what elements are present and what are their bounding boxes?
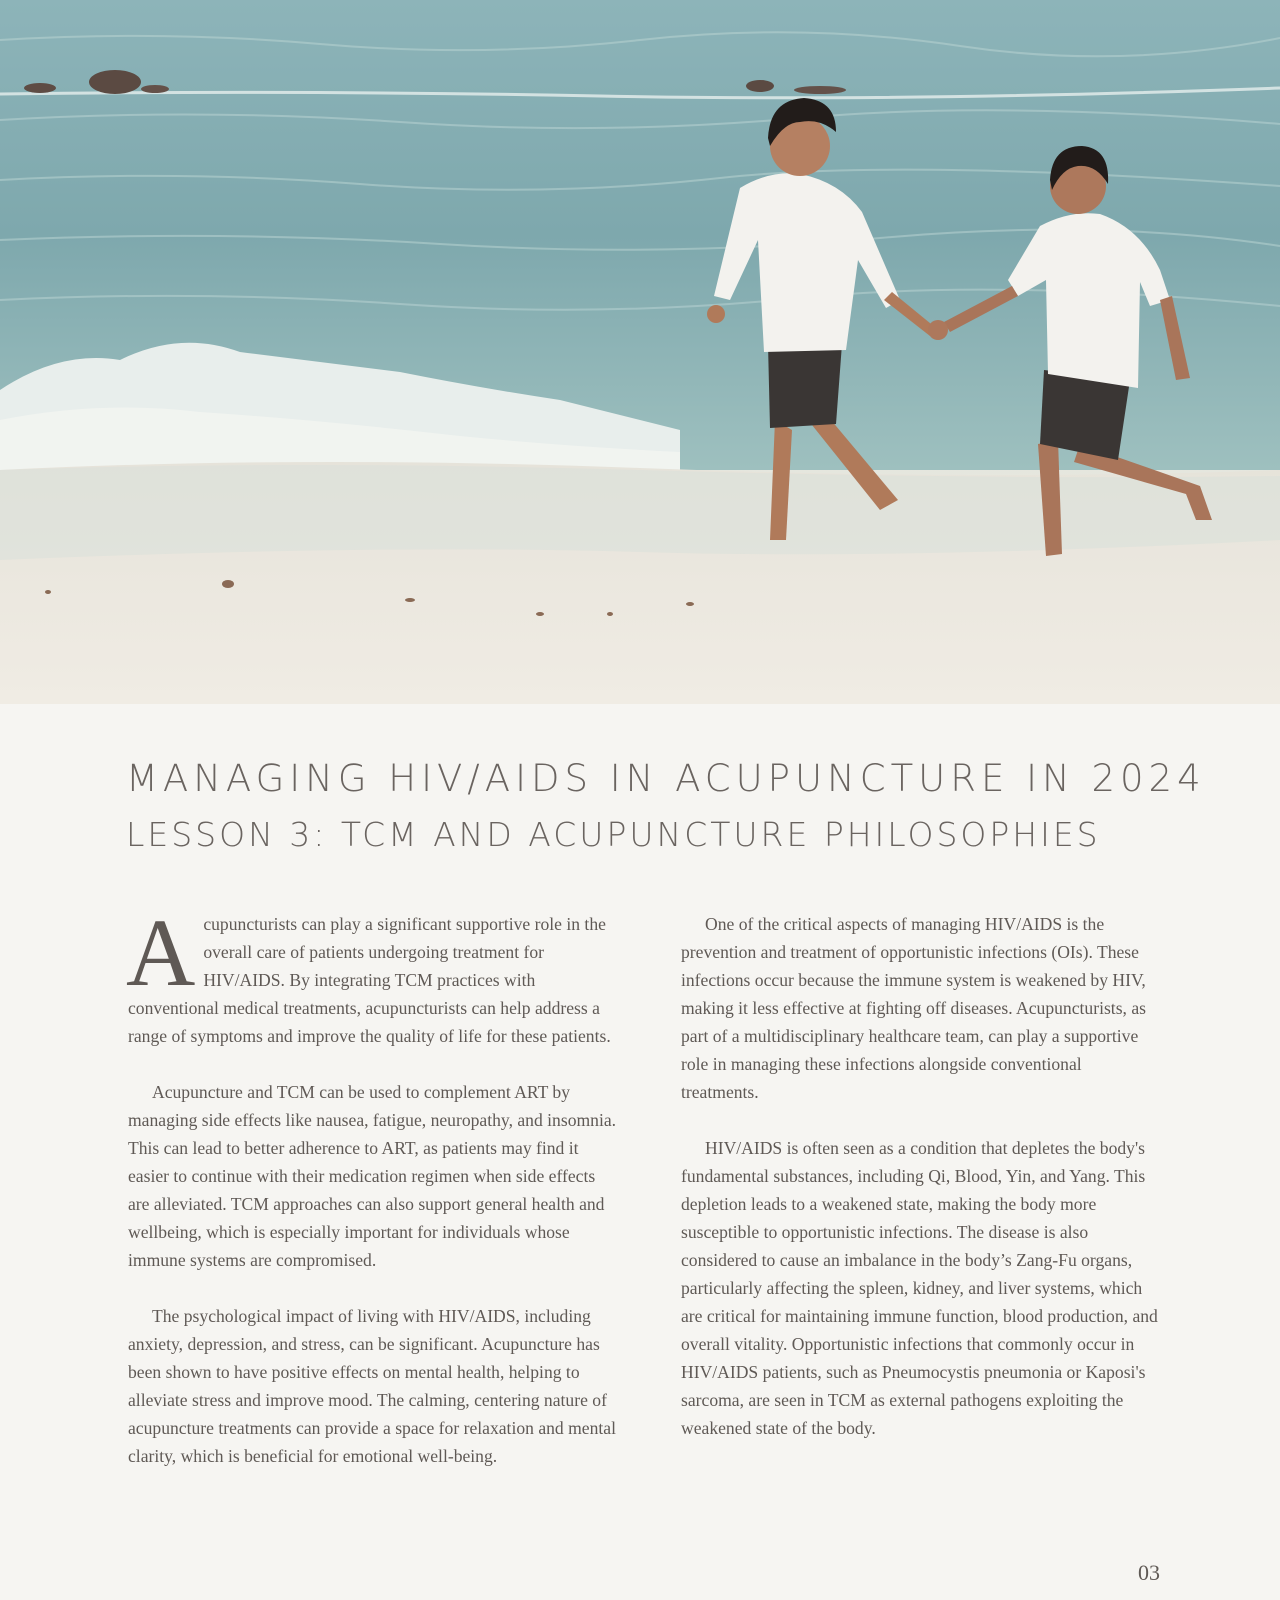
paragraph-text: cupuncturists can play a significant supportive role in the overall care of patients undergoing treatment for HIV/AIDS. By integrating TCM practices with conventional medical treatments, acupuncturists can help address a range of symptoms and improve the quality of life for these patients. [128,914,611,1046]
page-title: MANAGING HIV/AIDS IN ACUPUNCTURE IN 2024 [126,757,1206,800]
right-column [681,910,1161,1470]
hero-photo [0,0,1280,704]
left-column [126,899,620,1498]
beach-photo-icon [0,0,1280,704]
paragraph: HIV/AIDS is often seen as a condition that depletes the body's fundamental substances, including Qi, Blood, Yin, and Yang. This depletion leads to a weakened state, making the body more susceptible to opportunistic infections. The disease is also considered to cause an imbalance in the body’s Zang-Fu organs, particularly affecting the spleen, kidney, and liver systems, which are critical for maintaining immune function, blood production, and overall vitality. Opportunistic infections that commonly occur in HIV/AIDS patients, such as Pneumocystis pneumonia or Kaposi's sarcoma, are seen in TCM as external pathogens exploiting the weakened state of the body. [681,1138,1158,1438]
paragraph: The psychological impact of living with HIV/AIDS, including anxiety, depression, and stress, can be significant. Acupuncture has been shown to have positive effects on mental health, helping to alleviate stress and improve mood. The calming, centering nature of acupuncture treatments can provide a space for relaxation and mental clarity, which is beneficial for emotional well-being. [128,1306,617,1466]
paragraph [126,899,620,1050]
dropcap: A [126,899,196,1006]
lesson-subtitle: LESSON 3: TCM AND ACUPUNCTURE PHILOSOPHIES [126,815,1101,854]
paragraph: One of the critical aspects of managing HIV/AIDS is the prevention and treatment of opportunistic infections (OIs). These infections occur because the immune system is weakened by HIV, making it less effective at fighting off diseases. Acupuncturists, as part of a multidisciplinary healthcare team, can play a supportive role in managing these infections alongside conventional treatments. [681,914,1146,1102]
page-number: 03 [1138,1560,1160,1585]
paragraph: Acupuncture and TCM can be used to complement ART by managing side effects like nausea, fatigue, neuropathy, and insomnia. This can lead to better adherence to ART, as patients may find it easier to continue with their medication regimen when side effects are alleviated. TCM approaches can also support general health and wellbeing, which is especially important for individuals whose immune systems are compromised. [128,1082,617,1270]
